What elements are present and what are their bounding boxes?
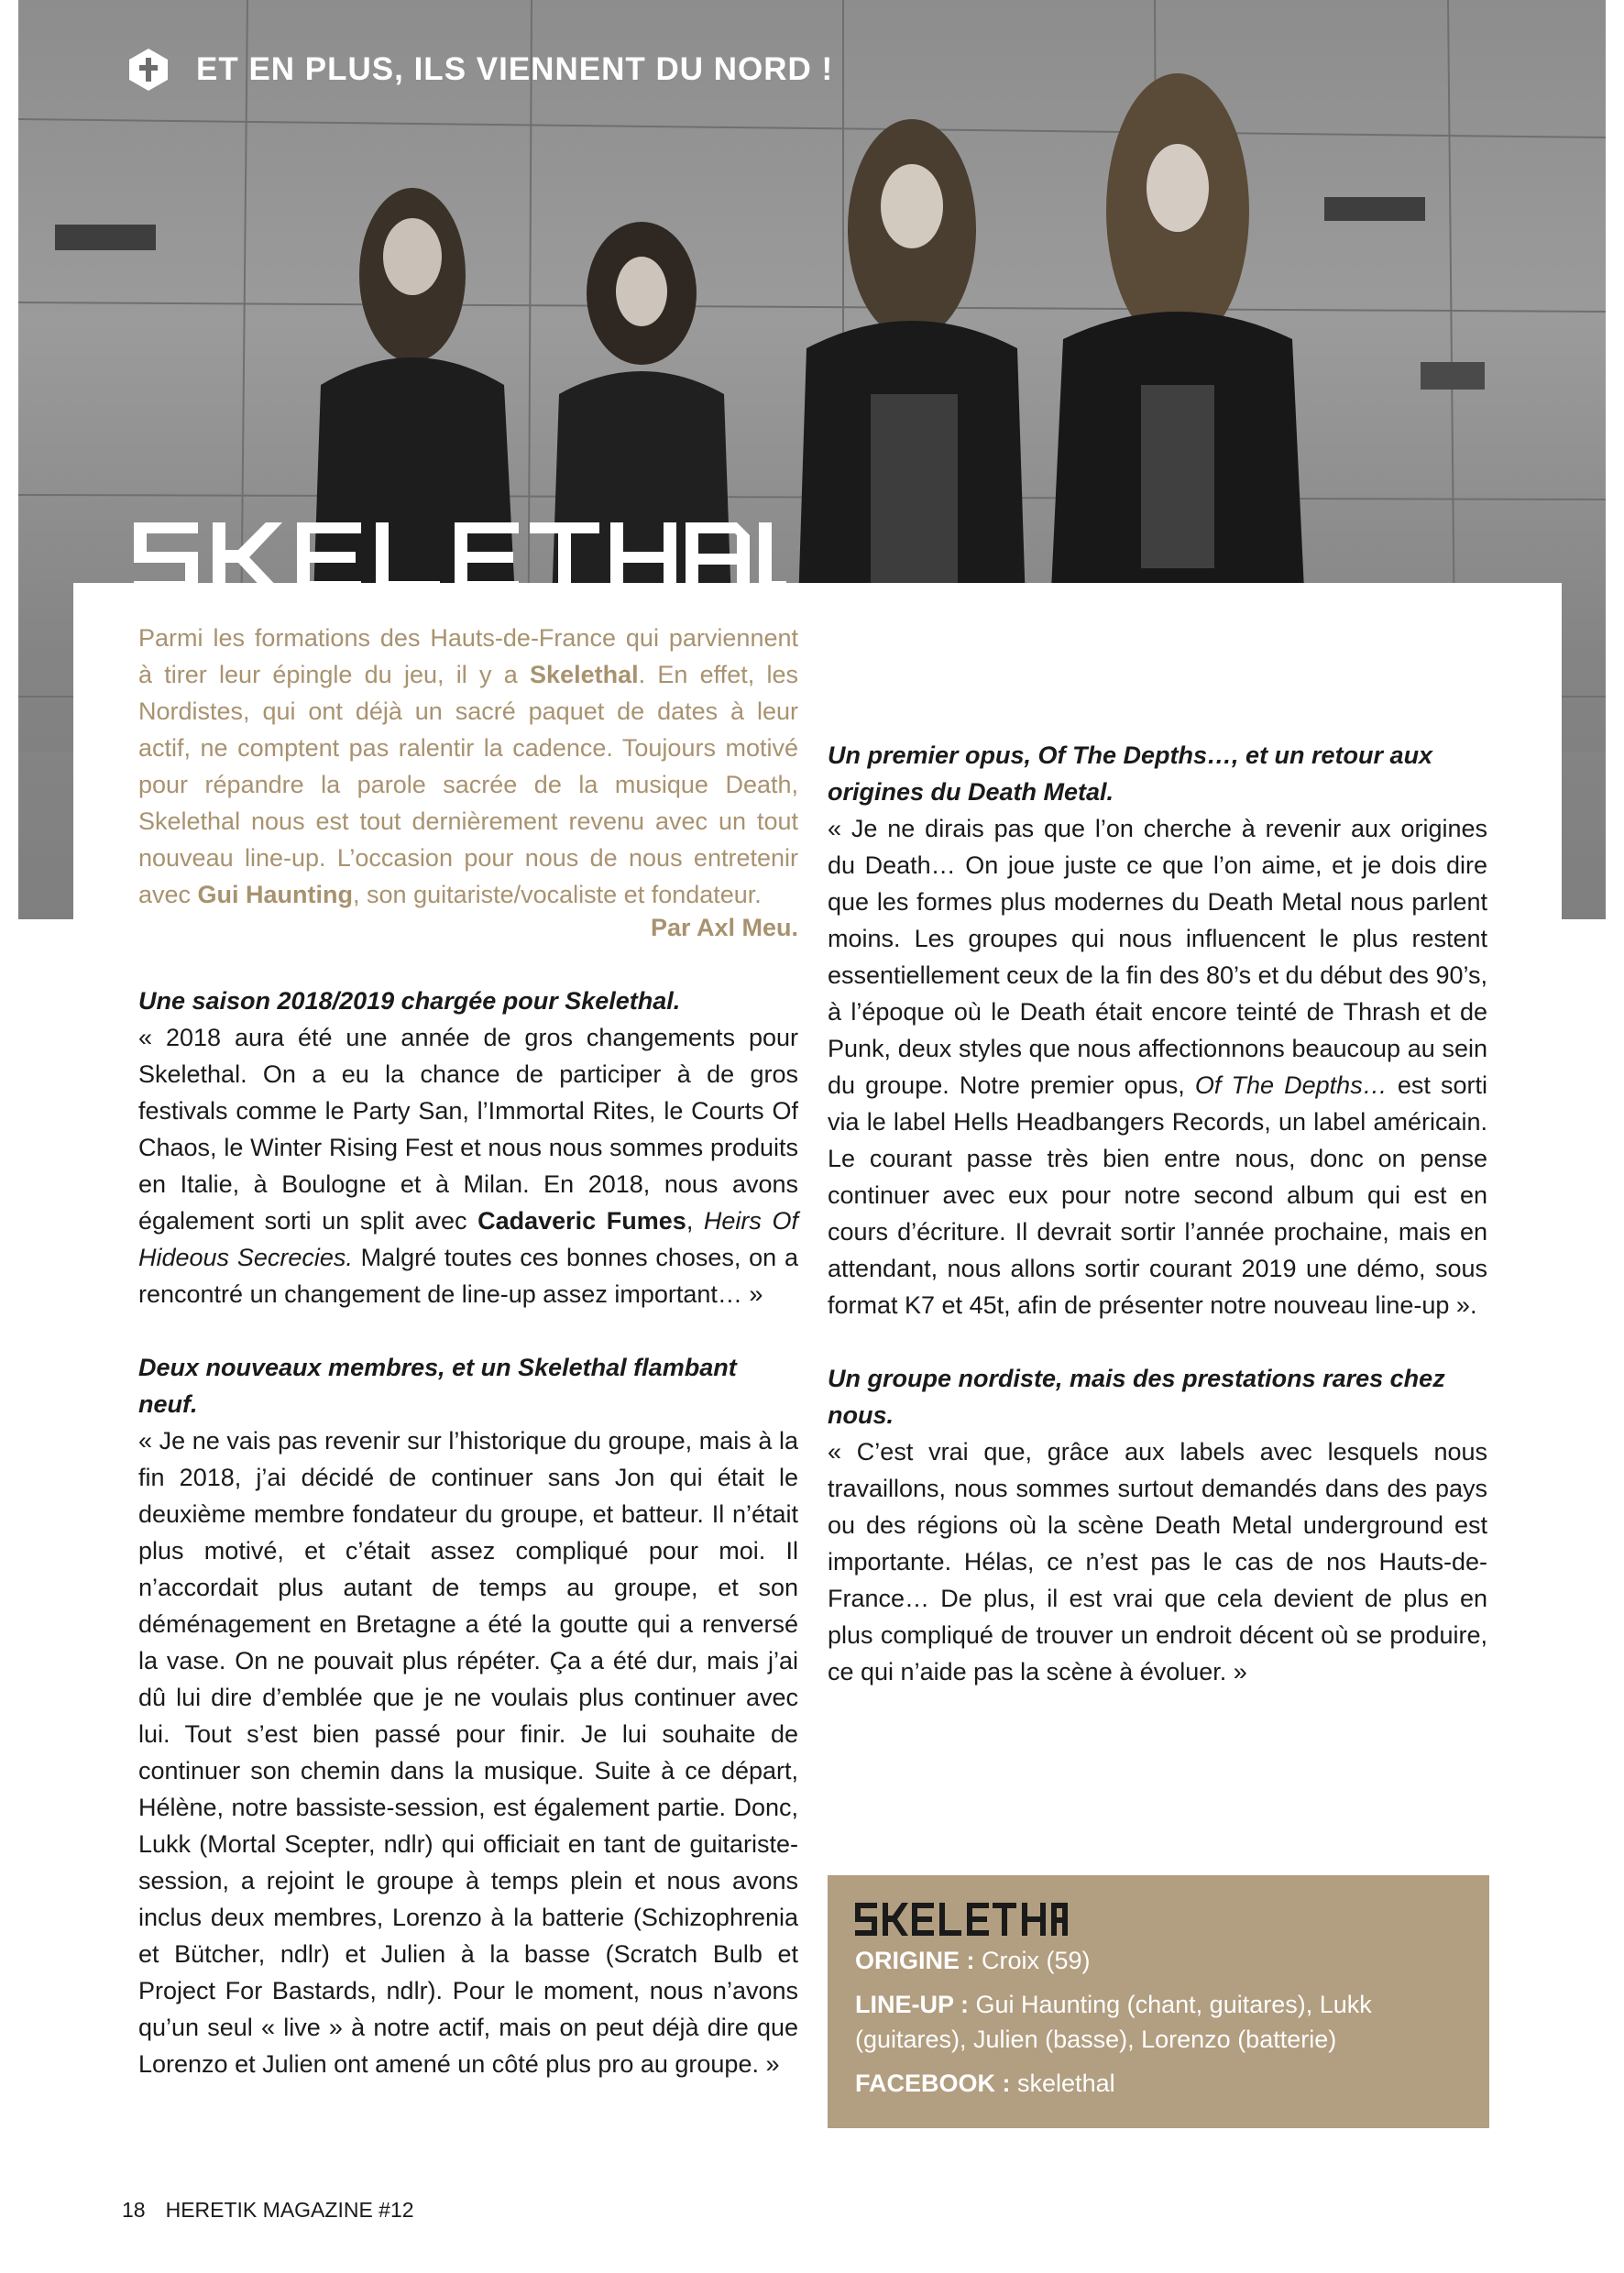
question-2: Deux nouveaux membres, et un Skelethal flambant neuf. bbox=[138, 1354, 737, 1418]
hexagon-cross-icon bbox=[128, 48, 169, 92]
answer-4: « C’est vrai que, grâce aux labels avec lesquels nous travaillons, nous sommes surtout demandés dans des pays ou des régions où la scène Death Metal underground est importante. Hélas, ce n’est pas le cas de nos Hauts-de-France… De plus, il est vrai que cela devient de plus en plus compliqué de trouver un endroit décent où se produire, ce qui n’aide pas la scène à évoluer. » bbox=[828, 1438, 1487, 1686]
question-4: Un groupe nordiste, mais des prestations rares chez nous. bbox=[828, 1365, 1445, 1429]
article-column-left bbox=[138, 620, 798, 2082]
answer-2: « Je ne vais pas revenir sur l’historique du groupe, mais à la fin 2018, j’ai décidé de continuer sans Jon qui était le deuxième membre fondateur du groupe, et batteur. Il n’était plus motivé, et c’était assez compliqué pour moi. Il n’accordait plus autant de temps au groupe, et son déménagement en Bretagne a été la goutte qui a renversé la vase. On ne pouvait plus répéter. Ça a été dur, mais j’ai dû lui dire d’emblée que je ne voulais plus continuer avec lui. Tout s’est bien passé pour finir. Je lui souhaite de continuer son chemin dans la musique. Suite à ce départ, Hélène, notre bassiste-session, est également partie. Donc, Lukk (Mortal Scepter, ndlr) qui officiait en tant de guitariste-session, a rejoint le groupe à temps plein et nous avons inclus deux membres, Lorenzo à la batterie (Schizophrenia et Bütcher, ndlr) et Julien à la basse (Scratch Bulb et Project For Bastards, ndlr). Pour le moment, nous n’avons qu’un seul « live » à notre actif, mais on peut déjà dire que Lorenzo et Julien ont amené un côté plus pro au groupe. » bbox=[138, 1427, 798, 2078]
question-1: Une saison 2018/2019 chargée pour Skelethal. bbox=[138, 987, 681, 1015]
origine-row: ORIGINE : Croix (59) bbox=[855, 1947, 1091, 1974]
magazine-name: HERETIK MAGAZINE #12 bbox=[165, 2198, 414, 2222]
article-column-right bbox=[828, 620, 1487, 1690]
page-footer bbox=[122, 2198, 414, 2223]
band-logo-text bbox=[134, 522, 785, 592]
page-number: 18 bbox=[122, 2198, 146, 2222]
band-name-bold: Skelethal bbox=[530, 661, 639, 688]
answer-1: « 2018 aura été une année de gros changements pour Skelethal. On a eu la chance de participer à de gros festivals comme le Party San, l’Immortal Rites, le Courts Of Chaos, le Winter Rising Fest et nous nous sommes produits en Italie, à Boulogne et à Milan. En 2018, nous avons également sorti un split avec Cadaveric Fumes, Heirs Of Hideous Secrecies. Malgré toutes ces bonnes choses, on a rencontré un changement de line-up assez important… » bbox=[138, 1024, 798, 1308]
guest-name-bold: Gui Haunting bbox=[197, 881, 354, 908]
author-byline: Par Axl Meu. bbox=[650, 914, 798, 941]
section-title: ET EN PLUS, ILS VIENNENT DU NORD ! bbox=[196, 51, 834, 87]
answer-3: « Je ne dirais pas que l’on cherche à revenir aux origines du Death… On joue juste ce que l’on aime, et je dois dire que les formes plus modernes du Death Metal nous parlent moins. Les groupes qui nous influencent le plus restent essentiellement ceux de la fin des 80’s et du début des 90’s, à l’époque où le Death était encore teinté de Thrash et de Punk, deux styles que nous affectionnons beaucoup au sein du groupe. Notre premier opus, Of The Depths… est sorti via le label Hells Headbangers Records, un label américain. Le courant passe très bien entre nous, donc on pense continuer avec eux pour notre second album qui est en cours d’écriture. Il devrait sortir l’année prochaine, mais en attendant, nous allons sortir courant 2019 une démo, sous format K7 et 45t, afin de présenter notre nouveau line-up ». bbox=[828, 815, 1487, 1319]
section-header bbox=[128, 48, 833, 92]
facebook-row: FACEBOOK : skelethal bbox=[855, 2070, 1115, 2097]
lineup-row: LINE-UP : Gui Haunting (chant, guitares), Lukk (guitares), Julien (basse), Lorenzo (batterie) bbox=[855, 1991, 1372, 2053]
info-box-logo-text bbox=[855, 1903, 1068, 1936]
question-3: Un premier opus, Of The Depths…, et un retour aux origines du Death Metal. bbox=[828, 741, 1433, 806]
intro-paragraph: Parmi les formations des Hauts-de-France qui parviennent à tirer leur épingle du jeu, il y a Skelethal. En effet, les Nordistes, qui ont déjà un sacré paquet de dates à leur actif, ne comptent pas ralentir la cadence. Toujours motivé pour répandre la parole sacrée de la musique Death, Skelethal nous est tout dernièrement revenu avec un tout nouveau line-up. L’occasion pour nous de nous entretenir avec Gui Haunting, son guitariste/vocaliste et fondateur. bbox=[138, 624, 798, 908]
